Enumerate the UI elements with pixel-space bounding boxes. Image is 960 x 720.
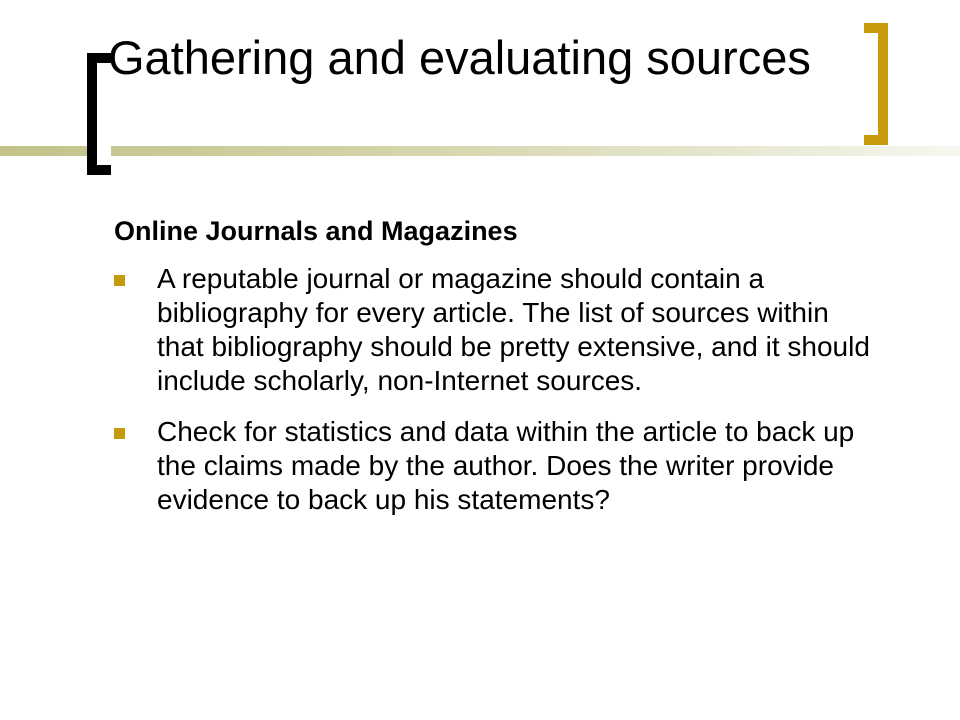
slide-title: Gathering and evaluating sources <box>108 31 811 84</box>
section-subtitle: Online Journals and Magazines <box>114 216 518 246</box>
bullet-list <box>0 262 960 534</box>
bullet-text: A reputable journal or magazine should contain a bibliography for every article. The list of sources within that bibliography should be pretty extensive, and it should include scholarly, non-Internet sources. <box>157 263 870 396</box>
right-bracket-decoration <box>864 23 888 145</box>
bullet-item <box>0 262 960 398</box>
bullet-item <box>0 415 960 517</box>
bullet-text: Check for statistics and data within the article to back up the claims made by the author. Does the writer provide evidence to back up his statements? <box>157 416 855 515</box>
title-underline-bar <box>0 146 960 156</box>
square-bullet-icon <box>114 275 125 286</box>
square-bullet-icon <box>114 428 125 439</box>
